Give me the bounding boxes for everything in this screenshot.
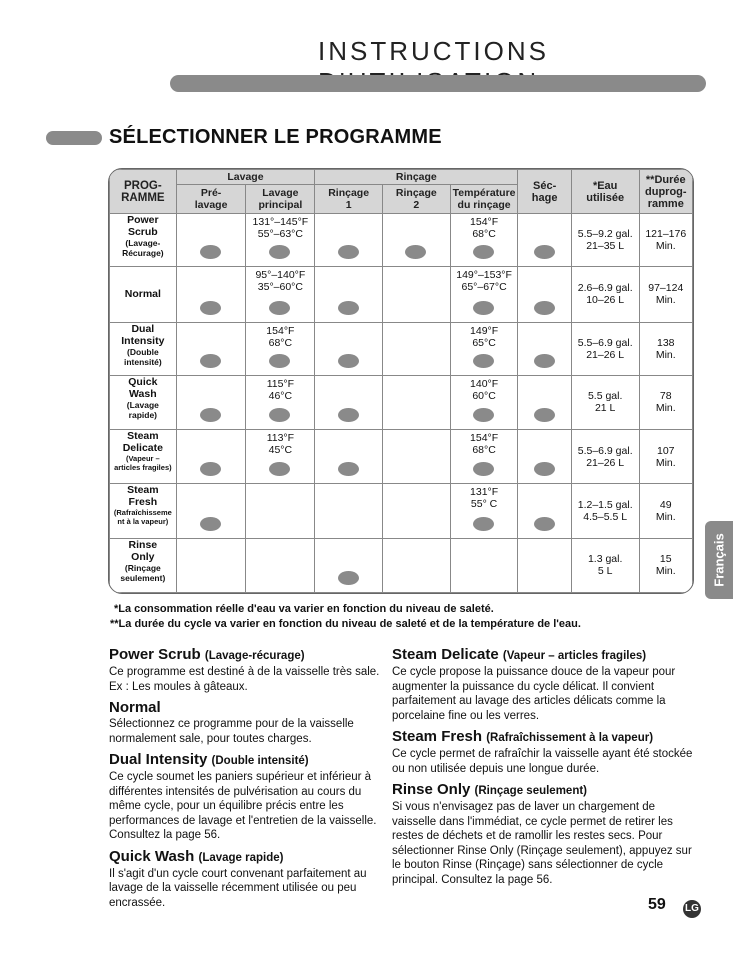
program-name: Steam Delicate: [122, 430, 163, 455]
header-rincage: Rinçage: [315, 170, 518, 185]
program-heading-subtitle: (Rafraîchissement à la vapeur): [486, 732, 654, 744]
table-row: [110, 484, 693, 538]
program-heading-title: Power Scrub: [109, 646, 201, 663]
cell-rincage-1: [315, 214, 383, 267]
table-row: [110, 214, 693, 267]
cell-pre-lavage: [176, 484, 246, 538]
program-name-cell: [110, 484, 177, 538]
cell-temp-rincage: [450, 430, 518, 484]
step-indicator-dot: [338, 245, 359, 259]
cycle-duration: 49 Min.: [639, 484, 692, 538]
table-row: [110, 375, 693, 429]
step-indicator-dot: [534, 517, 555, 531]
table-row: [110, 267, 693, 322]
water-usage: 2.6–6.9 gal. 10–26 L: [571, 267, 639, 322]
program-description: Il s'agit d'un cycle court convenant parfaitement au lavage de la vaisselle récemment utilisée ou peu encrassée.: [109, 867, 367, 909]
cell-sechage: [518, 214, 571, 267]
program-heading-title: Steam Delicate: [392, 646, 499, 663]
step-indicator-dot: [200, 408, 221, 422]
program-heading-title: Dual Intensity: [109, 751, 208, 768]
program-heading-subtitle: (Rinçage seulement): [474, 785, 588, 797]
step-indicator-dot: [473, 245, 494, 259]
program-description: Sélectionnez ce programme pour de la vaisselle normalement sale, pour toutes charges.: [109, 718, 354, 745]
step-indicator-dot: [534, 245, 555, 259]
temperature-value: 149°–153°F 65°–67°C: [456, 269, 512, 294]
step-indicator-dot: [200, 354, 221, 368]
temperature-value: 149°F 65°C: [470, 324, 499, 349]
program-heading: [392, 646, 694, 665]
program-subname: (Double intensité): [123, 346, 162, 367]
program-heading-subtitle: (Vapeur – articles fragiles): [502, 650, 647, 662]
water-usage: 1.3 gal. 5 L: [571, 538, 639, 592]
step-indicator-dot: [534, 354, 555, 368]
temperature-value: 154°F 68°C: [470, 216, 499, 240]
program-heading-title: Steam Fresh: [392, 728, 483, 745]
descriptions-right: [392, 646, 694, 892]
step-indicator-dot: [338, 408, 359, 422]
table-row: [110, 430, 693, 484]
cell-rincage-1: [315, 322, 383, 375]
table-notes: [110, 602, 581, 632]
program-name: Power Scrub: [127, 214, 159, 238]
cell-sechage: [518, 430, 571, 484]
step-indicator-dot: [405, 245, 426, 259]
temperature-value: 95°–140°F 35°–60°C: [255, 269, 306, 294]
step-indicator-dot: [200, 462, 221, 476]
table-row: [110, 322, 693, 375]
program-table: [108, 168, 694, 594]
cell-rincage-1: [315, 538, 383, 592]
program-heading: [109, 848, 389, 867]
cell-lavage-principal: [246, 214, 315, 267]
step-indicator-dot: [473, 301, 494, 315]
step-indicator-dot: [338, 354, 359, 368]
cell-rincage-2: [382, 375, 450, 429]
water-usage: 1.2–1.5 gal. 4.5–5.5 L: [571, 484, 639, 538]
program-name: Quick Wash: [128, 375, 158, 400]
cell-pre-lavage: [176, 267, 246, 322]
step-indicator-dot: [200, 245, 221, 259]
cell-lavage-principal: [246, 267, 315, 322]
program-name-cell: [110, 375, 177, 429]
program-subname: (Lavage- Récurage): [122, 238, 164, 258]
header-rincage-2: Rinçage 2: [382, 185, 450, 214]
program-heading-title: Quick Wash: [109, 847, 195, 865]
step-indicator-dot: [200, 301, 221, 315]
cell-lavage-principal: [246, 430, 315, 484]
program-heading: [109, 646, 389, 665]
water-usage: 5.5–9.2 gal. 21–35 L: [571, 214, 639, 267]
water-usage: 5.5–6.9 gal. 21–26 L: [571, 430, 639, 484]
header-lavage: Lavage: [176, 170, 315, 185]
header-duree: **Durée duprog- ramme: [639, 170, 692, 214]
step-indicator-dot: [200, 517, 221, 531]
program-description: Ce cycle propose la puissance douce de la vapeur pour augmenter la puissance du cycle délicat. Il convient parfaitement au lavage des articles délicats comme la porcelaine fine ou les verres.: [392, 666, 676, 722]
step-indicator-dot: [338, 462, 359, 476]
cell-rincage-2: [382, 267, 450, 322]
header-eau: *Eau utilisée: [571, 170, 639, 214]
cell-pre-lavage: [176, 538, 246, 592]
table-row: [110, 538, 693, 592]
program-heading-title: Rinse Only: [392, 781, 471, 798]
cell-lavage-principal: [246, 375, 315, 429]
program-heading-subtitle: (Double intensité): [211, 755, 309, 767]
note-duration: **La durée du cycle va varier en fonction du niveau de saleté et de la température de l'eau.: [110, 618, 581, 630]
cell-rincage-2: [382, 322, 450, 375]
program-name-cell: [110, 267, 177, 322]
program-description: Ce programme est destiné à de la vaisselle très sale. Ex : Les moules à gâteaux.: [109, 666, 380, 693]
header-pre-lavage: Pré- lavage: [176, 185, 246, 214]
program-heading: [109, 699, 389, 717]
temperature-value: 115°F 46°C: [266, 377, 295, 402]
cell-lavage-principal: [246, 322, 315, 375]
step-indicator-dot: [534, 301, 555, 315]
program-description: Si vous n'envisagez pas de laver un chargement de vaisselle dans l'immédiat, ce cycle permet de retirer les restes de déchets et de ramollir les restes secs. Pour sélectionner Rinse Only (Rinçage seulement), appuyez sur le bouton Rinse (Rinçage) sans sélectionner de cycle principal. Consultez la page 56.: [392, 801, 692, 886]
cell-sechage: [518, 267, 571, 322]
language-tab: [705, 521, 733, 599]
program-description: Ce cycle soumet les paniers supérieur et inférieur à différentes intensités de pulvérisation au cours du même cycle, pour un équilibre précis entre les performances de lavage et l'entretien de la vaisselle. Consultez la page 56.: [109, 771, 377, 841]
page-header-title: INSTRUCTIONS: [318, 36, 549, 66]
cell-pre-lavage: [176, 322, 246, 375]
cell-rincage-1: [315, 430, 383, 484]
program-subname: (Vapeur – articles fragiles): [114, 454, 172, 473]
program-name: Dual Intensity: [121, 322, 165, 347]
header-sechage: Séc- hage: [518, 170, 571, 214]
cell-pre-lavage: [176, 214, 246, 267]
cell-rincage-2: [382, 484, 450, 538]
cell-temp-rincage: [450, 484, 518, 538]
cell-sechage: [518, 375, 571, 429]
header-bar: [170, 75, 706, 92]
cell-temp-rincage: [450, 375, 518, 429]
program-heading-subtitle: (Lavage rapide): [198, 851, 284, 864]
step-indicator-dot: [269, 462, 290, 476]
cycle-duration: 121–176 Min.: [639, 214, 692, 267]
cell-pre-lavage: [176, 375, 246, 429]
program-heading-subtitle: (Lavage-récurage): [204, 650, 305, 662]
program-heading: [109, 751, 389, 770]
step-indicator-dot: [338, 571, 359, 585]
section-pill: [46, 131, 102, 145]
program-name-cell: [110, 322, 177, 375]
step-indicator-dot: [473, 408, 494, 422]
program-name: Rinse Only: [128, 538, 158, 563]
program-heading: [392, 728, 694, 747]
temperature-value: 154°F 68°C: [470, 432, 499, 457]
cell-sechage: [518, 322, 571, 375]
cell-sechage: [518, 538, 571, 592]
header-rincage-1: Rinçage 1: [315, 185, 383, 214]
cell-lavage-principal: [246, 484, 315, 538]
step-indicator-dot: [269, 301, 290, 315]
step-indicator-dot: [534, 462, 555, 476]
temperature-value: 113°F 45°C: [266, 432, 295, 457]
temperature-value: 131°F 55° C: [470, 486, 499, 511]
header-lavage-principal: Lavage principal: [246, 185, 315, 214]
program-subname: (Lavage rapide): [126, 399, 159, 420]
temperature-value: 140°F 60°C: [470, 377, 499, 402]
header-temp-rincage: Température du rinçage: [450, 185, 518, 214]
cell-rincage-2: [382, 214, 450, 267]
cycle-duration: 107 Min.: [639, 430, 692, 484]
cycle-duration: 138 Min.: [639, 322, 692, 375]
language-tab-label: Français: [711, 533, 727, 587]
cycle-duration: 97–124 Min.: [639, 267, 692, 322]
program-name-cell: [110, 430, 177, 484]
program-name-cell: [110, 214, 177, 267]
water-usage: 5.5–6.9 gal. 21–26 L: [571, 322, 639, 375]
cell-rincage-2: [382, 430, 450, 484]
program-name-cell: [110, 538, 177, 592]
cell-sechage: [518, 484, 571, 538]
step-indicator-dot: [473, 462, 494, 476]
temperature-value: 154°F 68°C: [266, 324, 295, 349]
step-indicator-dot: [269, 408, 290, 422]
cell-rincage-1: [315, 375, 383, 429]
step-indicator-dot: [269, 245, 290, 259]
lg-logo: LG: [683, 900, 701, 918]
cell-lavage-principal: [246, 538, 315, 592]
cell-rincage-2: [382, 538, 450, 592]
step-indicator-dot: [473, 354, 494, 368]
note-water: *La consommation réelle d'eau va varier en fonction du niveau de saleté.: [114, 603, 494, 615]
cycle-duration: 78 Min.: [639, 375, 692, 429]
program-heading-title: Normal: [109, 699, 161, 716]
cell-rincage-1: [315, 267, 383, 322]
cell-temp-rincage: [450, 322, 518, 375]
water-usage: 5.5 gal. 21 L: [571, 375, 639, 429]
temperature-value: 131°–145°F 55°–63°C: [252, 216, 309, 240]
descriptions-left: [109, 646, 389, 915]
header-prog: PROG- RAMME: [110, 170, 177, 214]
cycle-duration: 15 Min.: [639, 538, 692, 592]
program-subname: (Rinçage seulement): [120, 562, 166, 583]
step-indicator-dot: [473, 517, 494, 531]
cell-temp-rincage: [450, 214, 518, 267]
step-indicator-dot: [534, 408, 555, 422]
cell-pre-lavage: [176, 430, 246, 484]
step-indicator-dot: [269, 354, 290, 368]
program-name: Steam Fresh: [127, 484, 159, 509]
cell-temp-rincage: [450, 538, 518, 592]
section-title: SÉLECTIONNER LE PROGRAMME: [109, 126, 442, 148]
cell-temp-rincage: [450, 267, 518, 322]
program-heading: [392, 781, 694, 800]
step-indicator-dot: [338, 301, 359, 315]
page-number: 59: [648, 896, 666, 913]
cell-rincage-1: [315, 484, 383, 538]
program-subname: (Rafraîchisseme nt à la vapeur): [113, 508, 172, 527]
program-description: Ce cycle permet de rafraîchir la vaisselle ayant été stockée ou non utilisée depuis une longue durée.: [392, 748, 693, 775]
program-name: Normal: [124, 288, 161, 301]
